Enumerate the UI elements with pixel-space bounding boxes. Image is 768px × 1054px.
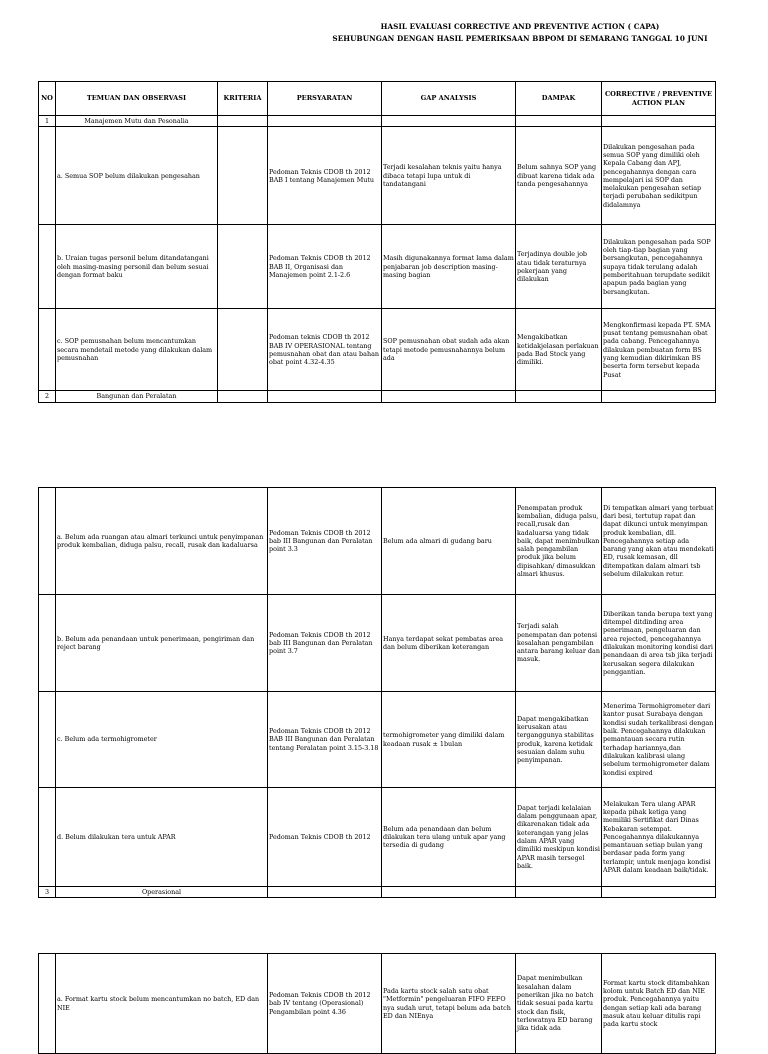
empty-cell [516, 391, 602, 402]
section-row [39, 116, 716, 127]
table-row [39, 788, 716, 887]
dampak-cell: Terjadi salah penempatan dan potensi kesalahan pengambilan antara barang keluar dan masuk. [516, 595, 602, 692]
document-subtitle: SEHUBUNGAN DENGAN HASIL PEMERIKSAAN BBPOM DI SEMARANG TANGGAL 10 JUNI [332, 34, 708, 43]
gap-cell: Masih digunakannya format lama dalam penjabaran job description masing-masing bagian [382, 225, 516, 309]
kriteria-cell [218, 127, 268, 225]
empty-cell [268, 116, 382, 127]
gap-cell: Terjadi kesalahan teknis yaitu hanya dibaca tetapi lupa untuk di tandatangani [382, 127, 516, 225]
table-row [39, 127, 716, 225]
gap-cell: Hanya terdapat sekat pembatas area dan belum diberikan keterangan [382, 595, 516, 692]
persyaratan-cell: Pedoman Teknis CDOB th 2012 bab III Bangunan dan Peralatan point 3.7 [268, 595, 382, 692]
capa-cell: Format kartu stock ditambahkan kolom untuk Batch ED dan NIE produk. Pencegahannya yaitu dengan setiap kali ada barang masuk atau keluar ditulis rapi pada kartu stock [602, 954, 716, 1054]
header-no: NO [39, 82, 56, 116]
empty-cell [268, 391, 382, 402]
capa-cell: Dilakukan pengesahan pada SOP oleh tiap-tiap bagian yang bersangkutan, pencegahannya supaya tidak terulang adalah pemberitahuan terupdate sedikit apapun pada bagian yang bersangkutan. [602, 225, 716, 309]
temuan-cell: a. Semua SOP belum dilakukan pengesahan [56, 127, 218, 225]
table-row [39, 309, 716, 391]
row-number [39, 692, 56, 788]
temuan-cell: d. Belum dilakukan tera untuk APAR [56, 788, 268, 887]
temuan-cell: c. SOP pemusnahan belum mencantumkan secara mendetail metode yang dilakukan dalam pemusnahan [56, 309, 218, 391]
section-row [39, 391, 716, 402]
capa-table-page-1 [38, 81, 716, 403]
capa-table-page-3 [38, 953, 716, 1054]
dampak-cell: Dapat terjadi kelalaian dalam penggunaan apar, dikarenakan tidak ada keterangan yang jelas dalam APAR yang dimiliki meskipun kondisi APAR masih tersegel baik. [516, 788, 602, 887]
dampak-cell: Belum sahnya SOP yang dibuat karena tidak ada tanda pengesahannya [516, 127, 602, 225]
header-persyaratan: PERSYARATAN [268, 82, 382, 116]
temuan-cell: c. Belum ada termohigrometer [56, 692, 268, 788]
header-temuan: TEMUAN DAN OBSERVASI [56, 82, 218, 116]
header-gap-analysis: GAP ANALYSIS [382, 82, 516, 116]
persyaratan-cell: Pedoman Teknis CDOB th 2012 [268, 788, 382, 887]
empty-cell [516, 887, 602, 898]
capa-cell: Menerima Termohigrometer dari kantor pusat Surabaya dengan kondisi sudah terkalibrasi dengan baik. Pencegahannya dilakukan pemantauan secara rutin terhadap hariannya,dan dilakukan kalibrasi ulang sebelum termohigrometer dalam kondisi expired [602, 692, 716, 788]
empty-cell [218, 391, 268, 402]
dampak-cell: Terjadinya double job atau tidak teraturnya pekerjaan yang dilakukan [516, 225, 602, 309]
table-row [39, 954, 716, 1054]
capa-cell: Dilakukan pengesahan pada semua SOP yang dimiliki oleh Kepala Cabang dan APJ, pencegahannya dengan cara mempelajari isi SOP dan melakukan pengesahan setiap terjadi perubahan sedikitpun didalamnya [602, 127, 716, 225]
kriteria-cell [218, 309, 268, 391]
temuan-cell: a. Belum ada ruangan atau almari terkunci untuk penyimpanan produk kembalian, diduga palsu, recall, rusak dan kadaluarsa [56, 488, 268, 595]
section-title: Bangunan dan Peralatan [56, 391, 218, 402]
empty-cell [602, 116, 716, 127]
header-row [39, 82, 716, 116]
section-title: Manajemen Mutu dan Pesonalia [56, 116, 218, 127]
empty-cell [382, 116, 516, 127]
capa-table-page-2 [38, 487, 716, 898]
dampak-cell: Dapat mengakibatkan kerusakan atau terganggunya stabilitas produk, karena ketidak sesuaian dalam suhu penyimpanan. [516, 692, 602, 788]
temuan-cell: b. Belum ada penandaan untuk penerimaan, pengiriman dan reject barang [56, 595, 268, 692]
empty-cell [602, 887, 716, 898]
empty-cell [602, 391, 716, 402]
persyaratan-cell: Pedoman Teknis CDOB th 2012 bab III Bangunan dan Peralatan point 3.3 [268, 488, 382, 595]
section-title: Operasional [56, 887, 268, 898]
header-capa: CORRECTIVE / PREVENTIVE ACTION PLAN [602, 82, 716, 116]
gap-cell: Belum ada almari di gudang baru [382, 488, 516, 595]
dampak-cell: Mengakibatkan ketidakjelasan perlakuan pada Bad Stock yang dimiliki. [516, 309, 602, 391]
row-number [39, 488, 56, 595]
temuan-cell: a. Format kartu stock belum mencantumkan no batch, ED dan NIE [56, 954, 268, 1054]
row-number [39, 954, 56, 1054]
header-dampak: DAMPAK [516, 82, 602, 116]
gap-cell: SOP pemusnahan obat sudah ada akan tetapi metode pemusnahannya belum ada [382, 309, 516, 391]
row-number [39, 309, 56, 391]
table-row [39, 225, 716, 309]
capa-cell: Di tempatkan almari yang terbuat dari besi, tertutup rapat dan dapat dikunci untuk menyimpan produk kembalian, dll. Pencegahannya setiap ada barang yang akan atau mendekati ED, rusak kemasan, dll ditempatkan dalam almari tsb sebelum dilakukan retur. [602, 488, 716, 595]
empty-cell [382, 887, 516, 898]
temuan-cell: b. Uraian tugas personil belum ditandatangani oleh masing-masing personil dan belum sesuai dengan format baku [56, 225, 218, 309]
capa-cell: Mengkonfirmasi kepada PT. SMA pusat tentang pemusnahan obat pada cabang. Pencegahannya dilakukan pembuatan form BS yang kemudian dikirimkan BS beserta form tersebut kepada Pusat [602, 309, 716, 391]
persyaratan-cell: Pedoman Teknis CDOB th 2012 BAB I tentang Manajemen Mutu [268, 127, 382, 225]
table-row [39, 692, 716, 788]
table-row [39, 488, 716, 595]
dampak-cell: Dapat menimbulkan kesalahan dalam penerikan jika no batch tidak sesuai pada kartu stock dan fisik, terlewatnya ED barang jika tidak ada [516, 954, 602, 1054]
row-number [39, 225, 56, 309]
persyaratan-cell: Pedoman Teknis CDOB th 2012 BAB II, Organisasi dan Manajemen point 2.1-2.6 [268, 225, 382, 309]
section-row [39, 887, 716, 898]
gap-cell: Pada kartu stock salah satu obat "Metformin" pengeluaran FIFO FEFO nya sudah urut, tetapi belum ada batch ED dan NIEnya [382, 954, 516, 1054]
empty-cell [218, 116, 268, 127]
section-number: 3 [39, 887, 56, 898]
table-row [39, 595, 716, 692]
empty-cell [516, 116, 602, 127]
section-number: 2 [39, 391, 56, 402]
empty-cell [382, 391, 516, 402]
capa-cell: Melakukan Tera ulang APAR kepada pihak ketiga yang memiliki Sertifikat dari Dinas Kebakaran setempat. Pencegahannya dilakukannya pemantauan setiap bulan yang berdasar pada form yang terlampir, untuk menjaga kondisi APAR dalam keadaan baik/tidak. [602, 788, 716, 887]
row-number [39, 595, 56, 692]
row-number [39, 127, 56, 225]
empty-cell [268, 887, 382, 898]
kriteria-cell [218, 225, 268, 309]
document-title: HASIL EVALUASI CORRECTIVE AND PREVENTIVE ACTION ( CAPA) [380, 22, 660, 31]
header-kriteria: KRITERIA [218, 82, 268, 116]
row-number [39, 788, 56, 887]
gap-cell: Belum ada penandaan dan belum dilakukan tera ulang untuk apar yang tersedia di gudang [382, 788, 516, 887]
dampak-cell: Penempatan produk kembalian, diduga palsu, recall,rusak dan kadaluarsa yang tidak baik, dapat menimbulkan salah pengambilan produk jika belum dipisahkan/ dimasukkan almari khusus. [516, 488, 602, 595]
section-number: 1 [39, 116, 56, 127]
persyaratan-cell: Pedoman teknis CDOB th 2012 BAB IV OPERASIONAL tentang pemusnahan obat dan atau bahan obat point 4.32-4.35 [268, 309, 382, 391]
persyaratan-cell: Pedoman Teknis CDOB th 2012 BAB III Bangunan dan Peralatan tentang Peralatan point 3.15-3.18 [268, 692, 382, 788]
persyaratan-cell: Pedoman Teknis CDOB th 2012 bab IV tentang (Operasional) Pengambilan point 4.36 [268, 954, 382, 1054]
gap-cell: termohigrometer yang dimiliki dalam keadaan rusak ± 1bulan [382, 692, 516, 788]
capa-cell: Diberikan tanda berupa text yang ditempel ditdinding area penerimaan, pengeluaran dan area rejected, pencegahannya dilakukan monitoring kondisi dari penandaan di area tsb jika terjadi kerusakan segera dilakukan penggantian. [602, 595, 716, 692]
